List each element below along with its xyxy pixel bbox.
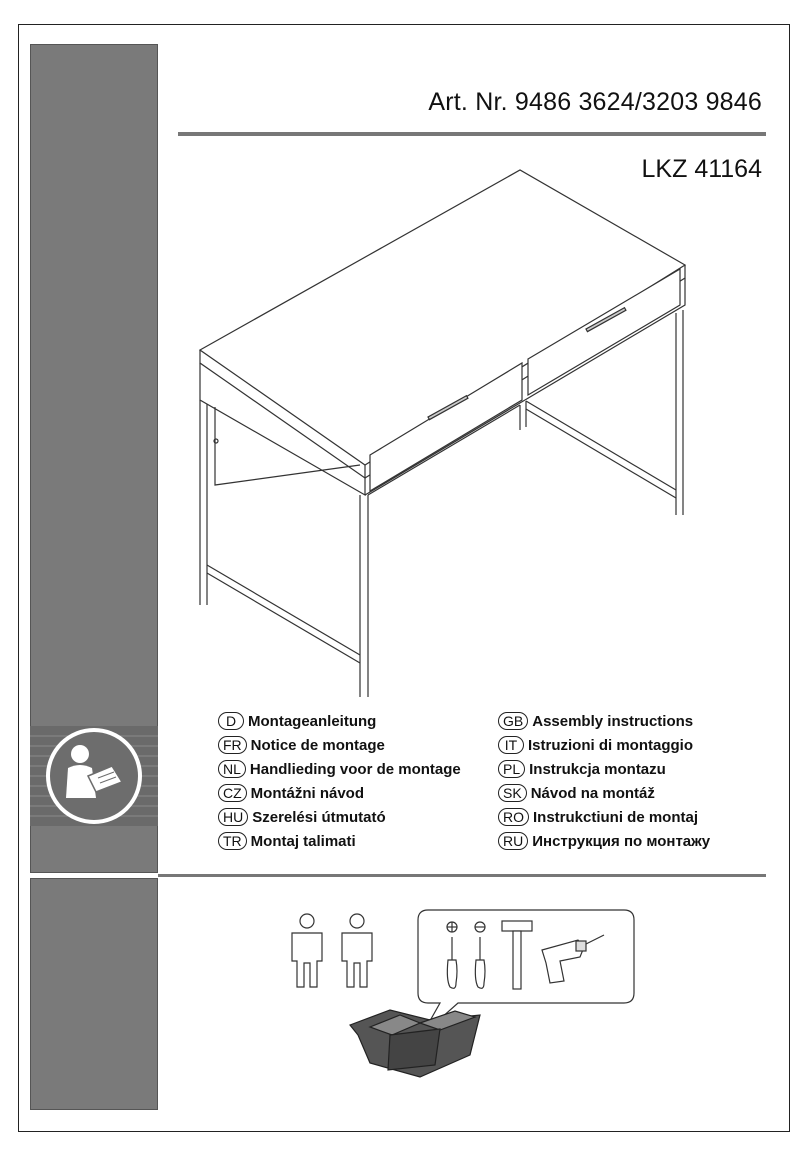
lang-item-it — [498, 736, 693, 754]
two-persons-icon — [292, 914, 372, 987]
article-number: Art. Nr. 9486 3624/3203 9846 — [428, 88, 762, 116]
lang-code: SK — [498, 784, 527, 802]
section-divider — [158, 874, 766, 877]
lang-code: IT — [498, 736, 524, 754]
lang-code: FR — [218, 736, 247, 754]
lang-label: Instrukcja montazu — [529, 760, 666, 778]
lang-item-ro — [498, 808, 698, 826]
lang-code: PL — [498, 760, 525, 778]
lang-item-sk — [498, 784, 655, 802]
lang-item-nl — [218, 760, 461, 778]
lang-label: Handlieding voor de montage — [249, 760, 461, 778]
lang-item-fr — [218, 736, 385, 754]
tools-illustration — [280, 905, 640, 1085]
lang-label: Návod na montáž — [530, 784, 655, 802]
sidebar-panel-bottom — [30, 878, 158, 1110]
lang-code: TR — [218, 832, 247, 850]
lang-label: Instrukctiuni de montaj — [533, 808, 699, 826]
lang-label: Montageanleitung — [248, 712, 377, 730]
lang-item-hu — [218, 808, 386, 826]
lang-item-pl — [498, 760, 666, 778]
lang-code: RU — [498, 832, 528, 850]
lang-item-cz — [218, 784, 364, 802]
lang-item-d — [218, 712, 376, 730]
lang-code: NL — [218, 760, 246, 778]
lang-code: RO — [498, 808, 529, 826]
lang-label: Szerelési útmutató — [252, 808, 386, 826]
read-instructions-icon — [46, 728, 142, 824]
toolbox-icon — [350, 1010, 480, 1077]
model-number: LKZ 41164 — [641, 155, 762, 183]
lang-label: Инструкция по монтажу — [532, 832, 711, 850]
lang-item-ru — [498, 832, 710, 850]
lang-label: Notice de montage — [250, 736, 385, 754]
header-divider — [178, 132, 766, 136]
lang-label: Assembly instructions — [532, 712, 694, 730]
lang-item-tr — [218, 832, 356, 850]
lang-code: CZ — [218, 784, 247, 802]
lang-label: Montážni návod — [250, 784, 364, 802]
desk-illustration — [190, 165, 700, 705]
lang-code: GB — [498, 712, 528, 730]
lang-label: Istruzioni di montaggio — [528, 736, 693, 754]
lang-code: HU — [218, 808, 248, 826]
lang-label: Montaj talimati — [250, 832, 356, 850]
lang-code: D — [218, 712, 244, 730]
lang-item-gb — [498, 712, 693, 730]
